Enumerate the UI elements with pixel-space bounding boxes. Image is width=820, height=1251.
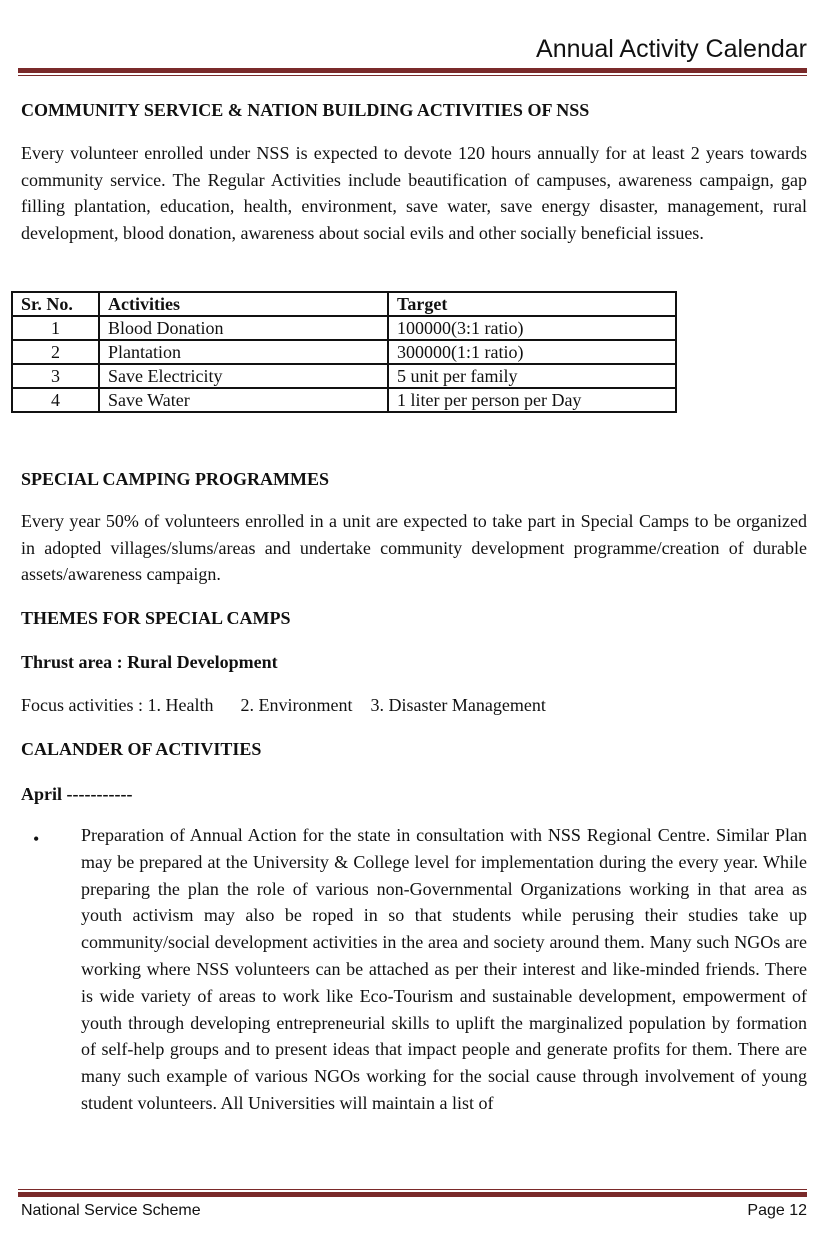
activities-target-table [11, 291, 677, 413]
table-cell-target: 1 liter per person per Day [388, 388, 676, 412]
table-row [12, 340, 676, 364]
table-header-sr-no: Sr. No. [12, 292, 99, 316]
community-service-heading: COMMUNITY SERVICE & NATION BUILDING ACTIVITIES OF NSS [21, 100, 590, 120]
table-cell-sr-no: 1 [12, 316, 99, 340]
table-header-activities: Activities [99, 292, 388, 316]
footer-publisher: National Service Scheme [21, 1202, 201, 1219]
special-camping-paragraph: Every year 50% of volunteers enrolled in a unit are expected to take part in Special Camps to be organized in adopted villages/slums/areas and undertake community development programme/creation of durable assets/awareness campaign. [21, 511, 807, 584]
table-cell-target: 100000(3:1 ratio) [388, 316, 676, 340]
community-service-paragraph: Every volunteer enrolled under NSS is expected to devote 120 hours annually for at least 2 years towards community service. The Regular Activities include beautification of campuses, awareness campaign, gap filling plantation, education, health, environment, save water, save energy disaster, management, rural development, blood donation, awareness about social evils and other socially beneficial issues. [21, 143, 807, 243]
table-cell-sr-no: 3 [12, 364, 99, 388]
footer-rule-thin [18, 1189, 807, 1190]
april-month-label: April ----------- [21, 784, 133, 804]
table-header-row [12, 292, 676, 316]
header-rule-thin [18, 75, 807, 76]
themes-heading: THEMES FOR SPECIAL CAMPS [21, 608, 291, 628]
table-row [12, 316, 676, 340]
footer-page-number: Page 12 [747, 1202, 807, 1219]
footer-rule-thick [18, 1192, 807, 1197]
thrust-area-label: Thrust area : Rural Development [21, 652, 278, 672]
table-cell-target: 5 unit per family [388, 364, 676, 388]
bullet-icon: • [33, 829, 40, 849]
table-cell-sr-no: 2 [12, 340, 99, 364]
header-rule-thick [18, 68, 807, 73]
table-cell-activity: Blood Donation [99, 316, 388, 340]
table-row [12, 388, 676, 412]
april-bullet-paragraph: Preparation of Annual Action for the state in consultation with NSS Regional Centre. Similar Plan may be prepared at the University & College level for implementation during the every year. While preparing the plan the role of various non-Governmental Organizations working in that area as youth activism may also be roped in so that students while perusing their studies take up community/social development activities in the area and society around them. Many such NGOs are working where NSS volunteers can be attached as per their interest and like-minded friends. There is wide variety of areas to work like Eco-Tourism and sustainable development, empowerment of youth through developing entrepreneurial skills to uplift the marginalized population by formation of self-help groups and to present ideas that impact people and generate profits for them. There are many such example of various NGOs working for the social cause through involvement of young student volunteers. All Universities will maintain a list of [81, 825, 807, 1113]
table-cell-target: 300000(1:1 ratio) [388, 340, 676, 364]
page-header-title: Annual Activity Calendar [536, 35, 807, 63]
table-row [12, 364, 676, 388]
table-cell-sr-no: 4 [12, 388, 99, 412]
calendar-heading: CALANDER OF ACTIVITIES [21, 739, 262, 759]
table-cell-activity: Plantation [99, 340, 388, 364]
table-cell-activity: Save Water [99, 388, 388, 412]
table-header-target: Target [388, 292, 676, 316]
table-cell-activity: Save Electricity [99, 364, 388, 388]
special-camping-heading: SPECIAL CAMPING PROGRAMMES [21, 469, 330, 489]
focus-activities-line: Focus activities : 1. Health 2. Environment 3. Disaster Management [21, 695, 546, 715]
